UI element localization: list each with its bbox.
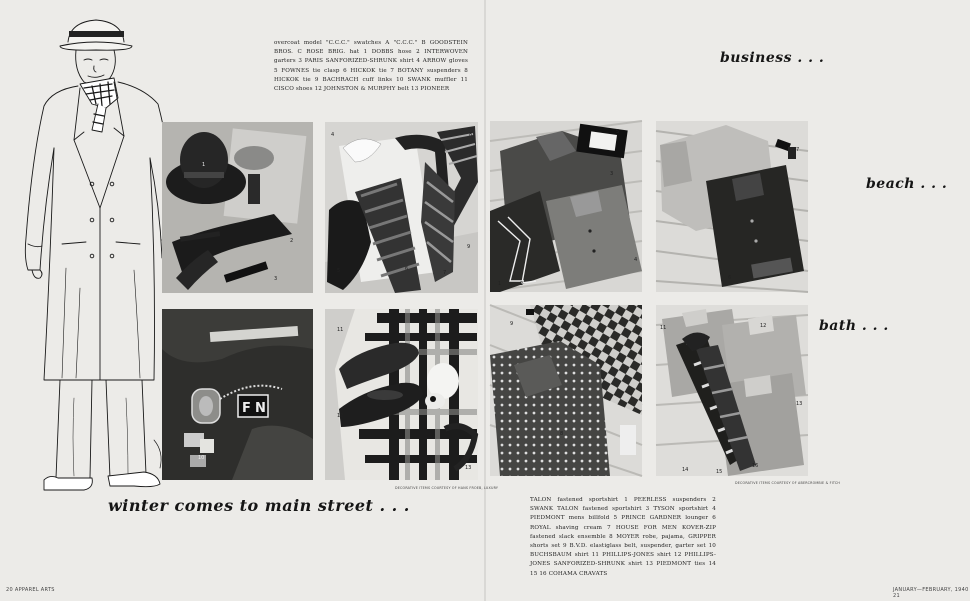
- svg-text:3: 3: [610, 171, 614, 177]
- photo-tie-clasp-cufflinks: [162, 309, 313, 480]
- svg-text:9: 9: [510, 321, 514, 327]
- photo-lounger-billfold: [656, 121, 808, 292]
- caption-top: overcoat model "C.C.C." swatches A "C.C.C." B GOODSTEIN BROS. C ROSE BRIG. hat 1 DOBBS hose 2 INTERWOVEN garters 3 PARIS SANFORIZED-SHRUNK shirt 4 ARROW gloves 5 FOWNES tie clasp 6 HICKOK tie 7 BOTANY suspenders 8 HICKOK tie 9 BACHRACH cuff links 10 SWANK muffler 11 CISCO shoes 12 JOHNSTON & MURPHY belt 13 PIONEER: [274, 40, 468, 93]
- svg-text:16: 16: [752, 463, 759, 469]
- photo-dress-shirts-ties: [656, 305, 808, 476]
- svg-text:9: 9: [467, 244, 471, 250]
- svg-text:12: 12: [760, 323, 767, 329]
- svg-text:3: 3: [274, 276, 278, 282]
- svg-text:5: 5: [337, 268, 341, 274]
- svg-text:12: 12: [337, 413, 344, 419]
- svg-text:7: 7: [443, 270, 447, 276]
- svg-text:4: 4: [634, 257, 638, 263]
- svg-text:2: 2: [520, 281, 524, 287]
- photo-shirt-gloves-ties: [325, 122, 478, 293]
- folio-right: JANUARY—FEBRUARY, 1940 21: [893, 587, 969, 599]
- photo-credit-left: DECORATIVE ITEMS COURTESY OF HANS FROEB, LUXURY: [395, 486, 499, 490]
- svg-text:13: 13: [796, 401, 803, 407]
- svg-text:6: 6: [405, 266, 409, 272]
- svg-text:8: 8: [560, 431, 564, 437]
- svg-text:4: 4: [331, 132, 335, 138]
- headline-winter: winter comes to main street . . .: [108, 496, 410, 515]
- photo-robe-pajama-set: [490, 305, 642, 476]
- svg-text:N: N: [255, 401, 266, 416]
- svg-text:10: 10: [198, 455, 205, 461]
- folio-left: 20 APPAREL ARTS: [6, 587, 55, 593]
- page-gutter: [484, 0, 486, 601]
- svg-text:6: 6: [728, 275, 732, 281]
- svg-text:1: 1: [202, 162, 206, 168]
- svg-text:15: 15: [716, 469, 723, 475]
- headline-bath: bath . . .: [819, 318, 889, 334]
- svg-text:7: 7: [796, 147, 800, 153]
- svg-text:14: 14: [682, 467, 689, 473]
- photo-shoes-muffler-belt: [325, 309, 478, 480]
- svg-text:11: 11: [660, 325, 667, 331]
- svg-text:1: 1: [498, 281, 502, 287]
- photo-hat-hose-garters: [162, 122, 313, 293]
- man-in-overcoat-illustration: [14, 8, 184, 508]
- caption-bottom: TALON fastened sportshirt 1 PEERLESS suspenders 2 SWANK TALON fastened sportshirt 3 TYSON sportshirt 4 PIEDMONT mens billfold 5 PRINCE GARDNER lounger 6 ROYAL shaving cream 7 HOUSE FOR MEN KOVER-ZIP fastened slack ensemble 8 MOYER robe, pajama, GRIPPER shorts set 9 B.V.D. elastiglass belt, suspender, garter set 10 BUCHSBAUM shirt 11 PHILLIPS-JONES shirt 12 PHILLIPS-JONES SANFORIZED-SHRUNK shirt 13 PIEDMONT ties 14 15 16 COHAMA CRAVATS: [530, 497, 716, 577]
- svg-text:11: 11: [337, 327, 344, 333]
- headline-beach: beach . . .: [866, 176, 948, 192]
- svg-text:F: F: [242, 401, 251, 416]
- svg-text:5: 5: [616, 129, 620, 135]
- svg-text:8: 8: [469, 132, 473, 138]
- svg-text:13: 13: [465, 465, 472, 471]
- photo-sportshirts-suspenders: [490, 121, 642, 292]
- photo-credit-right: DECORATIVE ITEMS COURTESY OF ABERCROMBIE & FITCH: [735, 481, 841, 485]
- headline-business: business . . .: [720, 50, 825, 66]
- svg-text:2: 2: [290, 238, 294, 244]
